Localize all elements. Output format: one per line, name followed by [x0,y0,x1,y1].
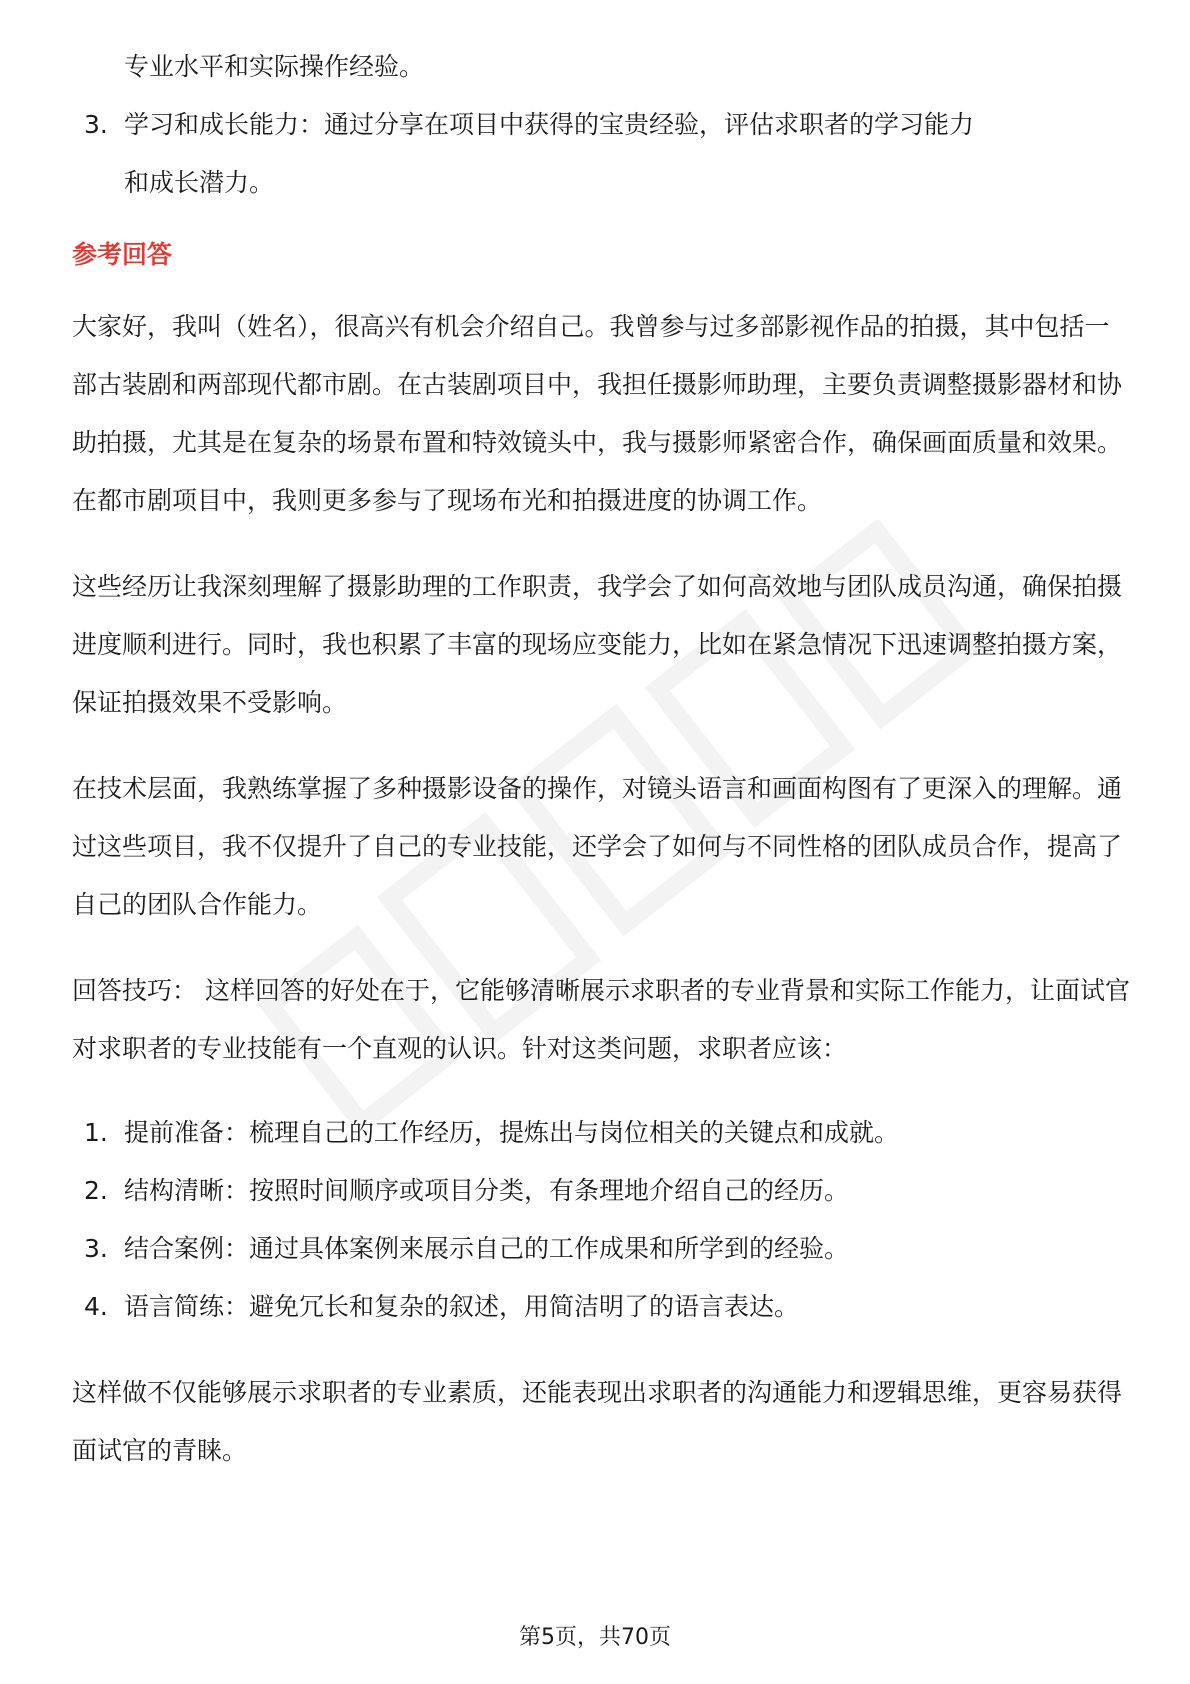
answer-paragraph: 大家好，我叫（姓名），很高兴有机会介绍自己。我曾参与过多部影视作品的拍摄，其中包括一部古装剧和两部现代都市剧。在古装剧项目中，我担任摄影师助理，主要负责调整摄影器材和协助拍摄，尤其是在复杂的场景布置和特效镜头中，我与摄影师紧密合作，确保画面质量和效果。在都市剧项目中，我则更多参与了现场布光和拍摄进度的协调工作。 [72,312,1123,515]
tips-list [72,1104,1132,1336]
main-content [72,38,1132,1508]
closing-paragraph: 这样做不仅能够展示求职者的专业素质，还能表现出求职者的沟通能力和逻辑思维，更容易获得面试官的青睐。 [72,1378,1123,1465]
list-item-continuation: 专业水平和实际操作经验。 [124,52,425,81]
list-item [72,96,1132,212]
list-item-text: 结合案例：通过具体案例来展示自己的工作成果和所学到的经验。 [124,1234,850,1263]
list-item [72,1162,1132,1220]
list-number: 2. [84,1176,108,1205]
list-number: 1. [84,1118,108,1147]
list-item-text: 提前准备：梳理自己的工作经历，提炼出与岗位相关的关键点和成就。 [124,1118,900,1147]
list-item [72,1104,1132,1162]
list-number: 4. [84,1292,108,1321]
list-item-text: 结构清晰：按照时间顺序或项目分类，有条理地介绍自己的经历。 [124,1176,850,1205]
intro-list [72,96,1132,212]
answer-paragraph: 在技术层面，我熟练掌握了多种摄影设备的操作，对镜头语言和画面构图有了更深入的理解。通过这些项目，我不仅提升了自己的专业技能，还学会了如何与不同性格的团队成员合作，提高了自己的团队合作能力。 [72,774,1123,919]
page-footer: 第5页，共70页 [519,1625,671,1650]
section-heading: 参考回答 [72,240,173,269]
tips-paragraph: 回答技巧： 这样回答的好处在于，它能够清晰展示求职者的专业背景和实际工作能力，让面试官对求职者的专业技能有一个直观的认识。针对这类问题，求职者应该： [72,976,1130,1063]
list-number: 3. [84,1234,108,1263]
answer-paragraph: 这些经历让我深刻理解了摄影助理的工作职责，我学会了如何高效地与团队成员沟通，确保拍摄进度顺利进行。同时，我也积累了丰富的现场应变能力，比如在紧急情况下迅速调整拍摄方案，保证拍摄效果不受影响。 [72,572,1123,717]
list-item-text-line: 和成长潜力。 [124,168,275,197]
list-item [72,1278,1132,1336]
list-item [72,1220,1132,1278]
list-item-text-line: 学习和成长能力：通过分享在项目中获得的宝贵经验，评估求职者的学习能力 [124,110,975,139]
list-item-text: 语言简练：避免冗长和复杂的叙述，用简洁明了的语言表达。 [124,1292,800,1321]
list-number: 3. [84,110,108,139]
